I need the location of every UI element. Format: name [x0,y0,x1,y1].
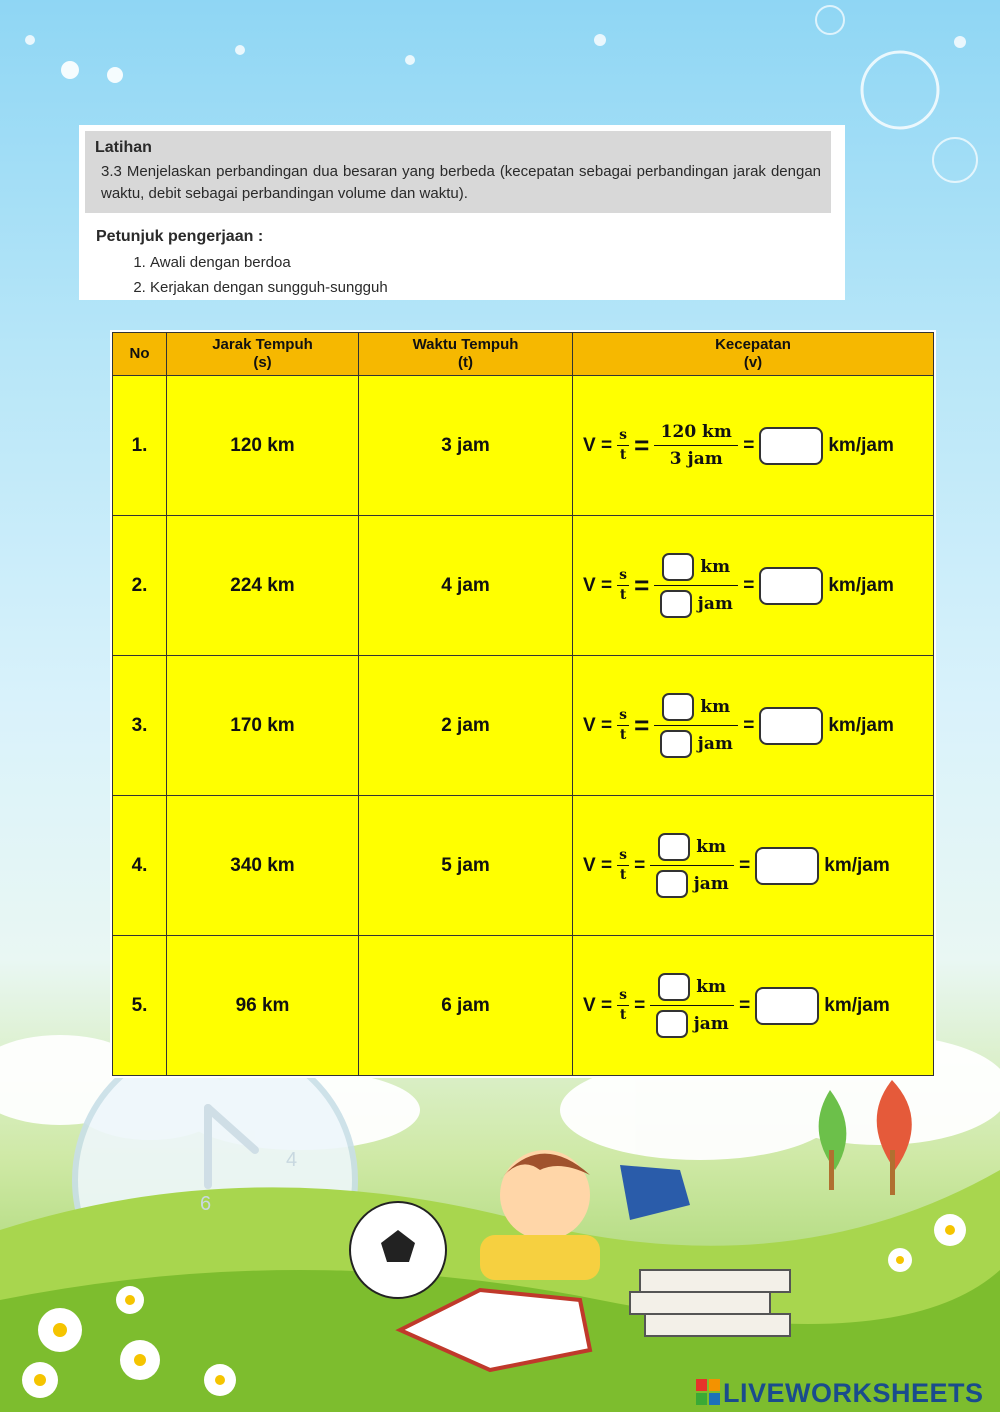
km-label: km [696,977,727,997]
formula-lhs: V = [583,434,613,456]
input-fraction [650,972,734,1039]
cell-jarak: 224 km [167,516,359,656]
km-label: km [700,697,731,717]
formula-lhs: V = [583,854,613,876]
jam-label: jam [693,874,729,894]
cell-no: 2. [113,516,167,656]
jam-label: jam [697,594,733,614]
cell-kecepatan [573,796,934,936]
jam-label: jam [697,734,733,754]
info-panel [79,125,845,300]
time-input-3[interactable] [660,730,692,758]
jam-label: jam [693,1014,729,1034]
speed-formula [573,692,933,759]
unit-label: km/jam [828,714,894,736]
table-row [113,376,934,516]
speed-formula [573,832,933,899]
cell-no: 3. [113,656,167,796]
cell-kecepatan [573,656,934,796]
cell-waktu: 5 jam [359,796,573,936]
table-row [113,516,934,656]
equals-sign: = [743,574,755,596]
watermark-text: LIVEWORKSHEETS [723,1378,984,1408]
instructions-list [96,250,388,300]
header-jarak: Jarak Tempuh (s) [167,333,359,376]
time-input-4[interactable] [656,870,688,898]
header-waktu: Waktu Tempuh (t) [359,333,573,376]
header-kecepatan: Kecepatan (v) [573,333,934,376]
formula-lhs: V = [583,714,613,736]
equals-sign: = [743,434,755,456]
given-fraction [654,422,738,469]
equals-sign: = [634,994,646,1016]
formula-lhs: V = [583,574,613,596]
speed-formula [573,972,933,1039]
equals-sign: = [634,570,650,600]
distance-input-2[interactable] [662,553,694,581]
input-fraction [654,692,738,759]
fraction-numerator: 120 km [660,422,732,442]
latihan-description: 3.3 Menjelaskan perbandingan dua besaran yang berbeda (kecepatan sebagai perbandingan jarak dengan waktu, debit sebagai perbandingan volume dan waktu). [101,163,821,202]
latihan-box [85,131,831,213]
worksheet-table [112,332,934,1076]
answer-input-1[interactable] [759,427,823,465]
s-over-t: $\frac{s}{t}$ [617,988,629,1023]
speed-formula [573,422,933,469]
table-row [113,936,934,1076]
time-input-2[interactable] [660,590,692,618]
answer-input-2[interactable] [759,567,823,605]
s-over-t: $\frac{s}{t}$ [617,708,629,743]
distance-input-4[interactable] [658,833,690,861]
cell-waktu: 2 jam [359,656,573,796]
equals-sign: = [634,710,650,740]
unit-label: km/jam [824,994,890,1016]
cell-kecepatan [573,376,934,516]
instruction-item: 1. Awali dengan berdoa [150,250,388,275]
speed-formula [573,552,933,619]
cell-jarak: 120 km [167,376,359,516]
cell-jarak: 170 km [167,656,359,796]
instructions [96,228,388,300]
instruction-item: 2. Kerjakan dengan sungguh-sungguh [150,275,388,300]
distance-input-3[interactable] [662,693,694,721]
table-row [113,656,934,796]
cell-waktu: 6 jam [359,936,573,1076]
cell-kecepatan [573,936,934,1076]
answer-input-3[interactable] [759,707,823,745]
unit-label: km/jam [828,434,894,456]
cell-waktu: 4 jam [359,516,573,656]
liveworksheets-watermark [696,1378,984,1409]
unit-label: km/jam [824,854,890,876]
header-no: No [113,333,167,376]
s-over-t: $\frac{s}{t}$ [617,428,629,463]
formula-lhs: V = [583,994,613,1016]
answer-input-4[interactable] [755,847,819,885]
worksheet-table-wrapper [110,330,936,1078]
cell-jarak: 340 km [167,796,359,936]
clock-number-6: 6 [200,1193,212,1215]
liveworksheets-logo-icon [696,1379,720,1405]
answer-input-5[interactable] [755,987,819,1025]
table-header-row [113,333,934,376]
equals-sign: = [634,854,646,876]
s-over-t: $\frac{s}{t}$ [617,848,629,883]
equals-sign: = [739,854,751,876]
input-fraction [654,552,738,619]
time-input-5[interactable] [656,1010,688,1038]
equals-sign: = [739,994,751,1016]
cell-no: 5. [113,936,167,1076]
latihan-title: Latihan [95,139,152,156]
equals-sign: = [743,714,755,736]
s-over-t: $\frac{s}{t}$ [617,568,629,603]
km-label: km [700,557,731,577]
cell-no: 1. [113,376,167,516]
table-row [113,796,934,936]
unit-label: km/jam [828,574,894,596]
fraction-denominator: 3 jam [669,449,723,469]
input-fraction [650,832,734,899]
cell-no: 4. [113,796,167,936]
clock-number-4: 4 [286,1149,298,1171]
distance-input-5[interactable] [658,973,690,1001]
instructions-title: Petunjuk pengerjaan : [96,228,264,245]
km-label: km [696,837,727,857]
cell-jarak: 96 km [167,936,359,1076]
equals-sign: = [634,430,650,460]
cell-kecepatan [573,516,934,656]
cell-waktu: 3 jam [359,376,573,516]
